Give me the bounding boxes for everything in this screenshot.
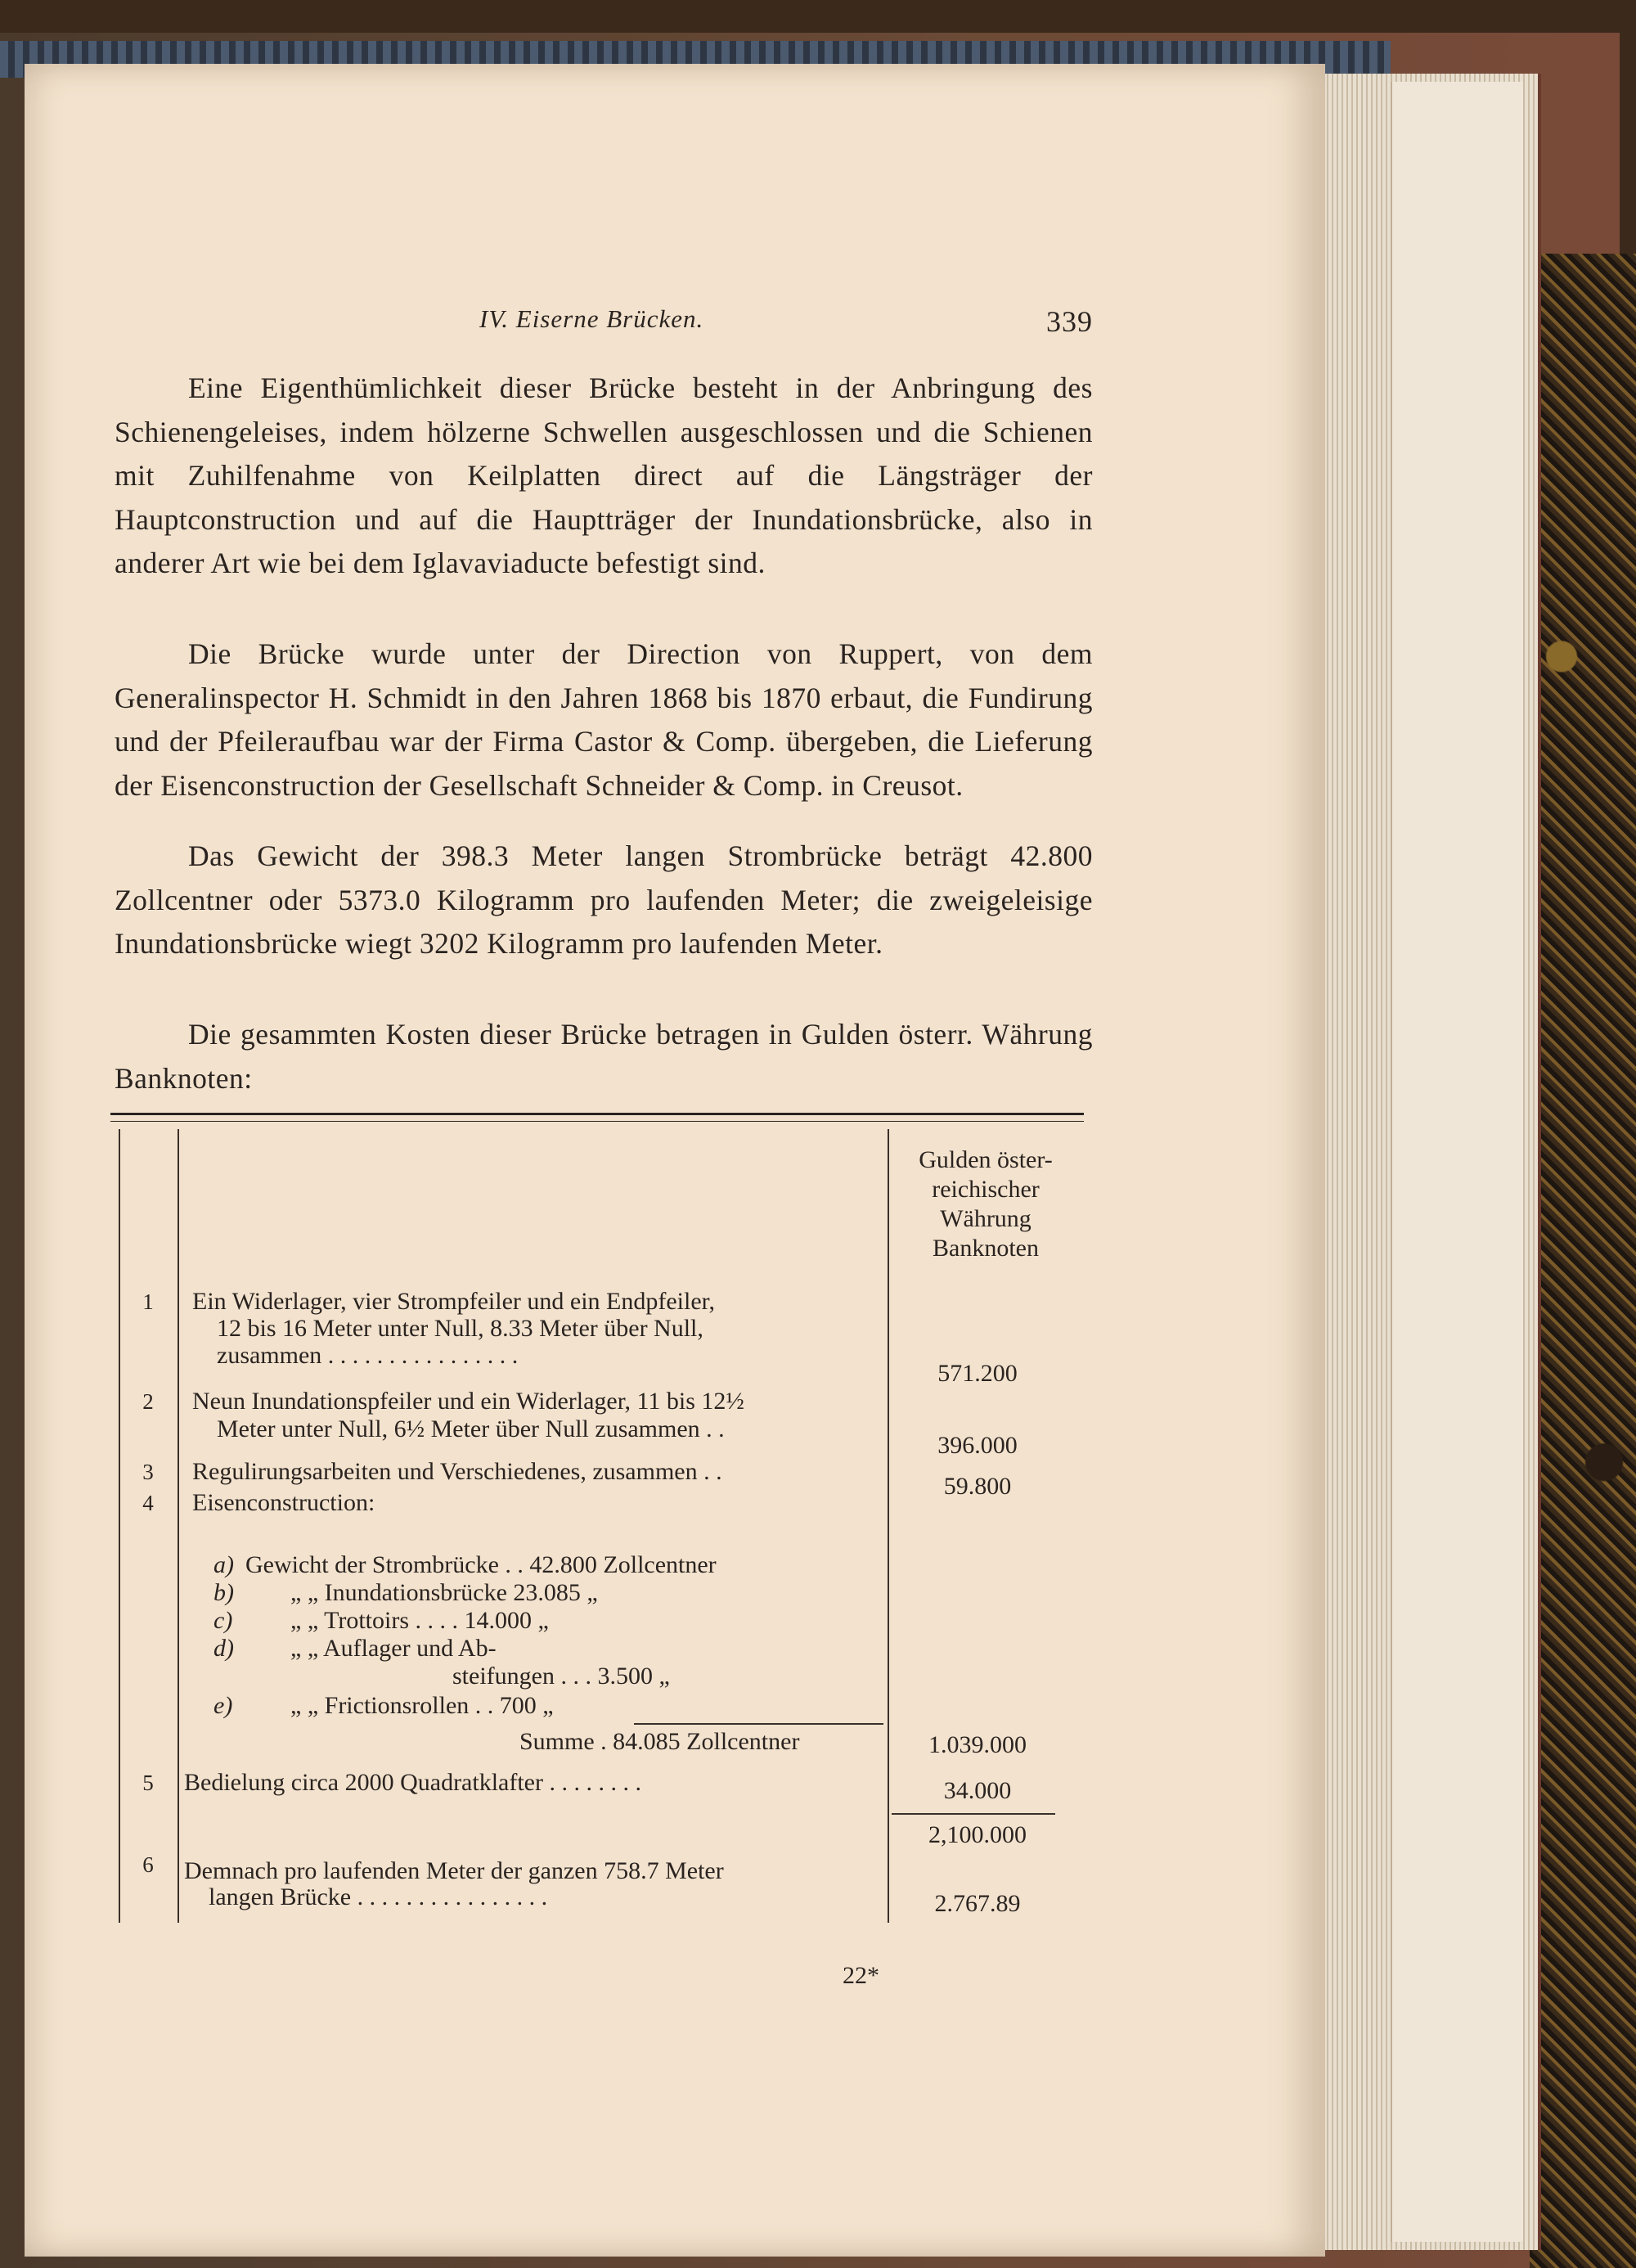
row-text: Bedielung circa 2000 Quadratklafter . . . . . . . . (184, 1769, 641, 1796)
sub-item: „ „ Trottoirs . . . . 14.000 „ (290, 1607, 549, 1634)
row-text: Ein Widerlager, vier Strompfeiler und ein Endpfeiler, (192, 1288, 715, 1315)
row-number: 3 (142, 1460, 154, 1484)
sub-label: b) (213, 1579, 234, 1606)
row-number: 1 (142, 1289, 154, 1314)
row-amount: 34.000 (943, 1777, 1012, 1804)
row-text: Demnach pro laufenden Meter der ganzen 758.7 Meter (184, 1857, 724, 1884)
header-line: Banknoten (933, 1235, 1039, 1262)
row-text: Regulirungsarbeiten und Verschiedenes, zusammen . . (192, 1458, 722, 1485)
header-line: reichischer (932, 1176, 1040, 1203)
row-text: Neun Inundationspfeiler und ein Widerlager, 11 bis 12½ (192, 1388, 744, 1415)
row-text: 12 bis 16 Meter unter Null, 8.33 Meter über Null, (217, 1315, 703, 1342)
row-amount: 396.000 (937, 1432, 1018, 1459)
next-leaf (1391, 82, 1523, 2242)
sub-item: Gewicht der Strombrücke . . 42.800 Zollcentner (245, 1551, 717, 1578)
sub-item: steifungen . . . 3.500 „ (452, 1663, 670, 1690)
sub-item: „ „ Frictionsrollen . . 700 „ (290, 1692, 554, 1719)
marbled-edge (1530, 254, 1636, 2268)
row-text: Eisenconstruction: (192, 1489, 375, 1516)
header-line: Währung (940, 1205, 1031, 1232)
sum-amount: 1.039.000 (928, 1731, 1027, 1758)
row-text: langen Brücke . . . . . . . . . . . . . . . . (209, 1883, 548, 1910)
sub-item: „ „ Inundationsbrücke 23.085 „ (290, 1579, 598, 1606)
sub-label: e) (213, 1692, 233, 1719)
cost-table (110, 1129, 1084, 1923)
running-header (455, 304, 1093, 345)
paragraph-2: Die Brücke wurde unter der Direction von Ruppert, von dem Generalinspector H. Schmidt in den Jahren 1868 bis 1870 erbaut, die Fundirung und der Pfeileraufbau war der Firma Castor & Comp. übergeben, die Lieferung der Eisenconstruction der Gesellschaft Schneider & Comp. in Creusot. (115, 637, 1093, 802)
sub-label: c) (213, 1607, 233, 1634)
total-amount: 2,100.000 (928, 1821, 1027, 1848)
sub-label: a) (213, 1551, 234, 1578)
row-number: 6 (142, 1852, 154, 1877)
total-rule (892, 1813, 1055, 1815)
table-left-rule (119, 1129, 120, 1923)
chapter-title: IV. Eiserne Brücken. (479, 304, 704, 333)
table-top-rule (110, 1113, 1084, 1115)
page-number: 339 (1046, 305, 1093, 338)
signature-mark: 22* (843, 1962, 879, 1989)
column-header-currency (888, 1145, 1084, 1263)
header-line: Gulden öster- (919, 1146, 1053, 1173)
paragraph-3: Das Gewicht der 398.3 Meter langen Strombrücke beträgt 42.800 Zollcentner oder 5373.0 Kilogramm pro laufenden Meter; die zweigeleisige Inundationsbrücke wiegt 3202 Kilogramm pro laufenden Meter. (115, 839, 1093, 960)
sum-line: Summe . 84.085 Zollcentner (519, 1728, 800, 1755)
table-top-rule-thin (110, 1121, 1084, 1122)
sub-label: d) (213, 1635, 234, 1662)
row-amount: 2.767.89 (934, 1890, 1021, 1917)
sub-item: „ „ Auflager und Ab- (290, 1635, 497, 1662)
row-number: 5 (142, 1771, 154, 1795)
row-text: Meter unter Null, 6½ Meter über Null zusammen . . (217, 1415, 725, 1442)
row-text: zusammen . . . . . . . . . . . . . . . . (217, 1342, 519, 1369)
paragraph-4: Die gesammten Kosten dieser Brücke betragen in Gulden österr. Währung Banknoten: (115, 1018, 1093, 1095)
table-num-rule (178, 1129, 179, 1923)
row-number: 2 (142, 1389, 154, 1414)
sum-rule (634, 1723, 883, 1725)
paragraph-1: Eine Eigenthümlichkeit dieser Brücke besteht in der Anbringung des Schienengeleises, indem hölzerne Schwellen ausgeschlossen und die Schienen mit Zuhilfenahme von Keilplatten direct auf die Längsträger der Hauptconstruction und auf die Hauptträger der Inundationsbrücke, also in anderer Art wie bei dem Iglavaviaducte befestigt sind. (115, 371, 1093, 579)
row-number: 4 (142, 1491, 154, 1515)
row-amount: 59.800 (943, 1473, 1012, 1500)
row-amount: 571.200 (937, 1360, 1018, 1387)
